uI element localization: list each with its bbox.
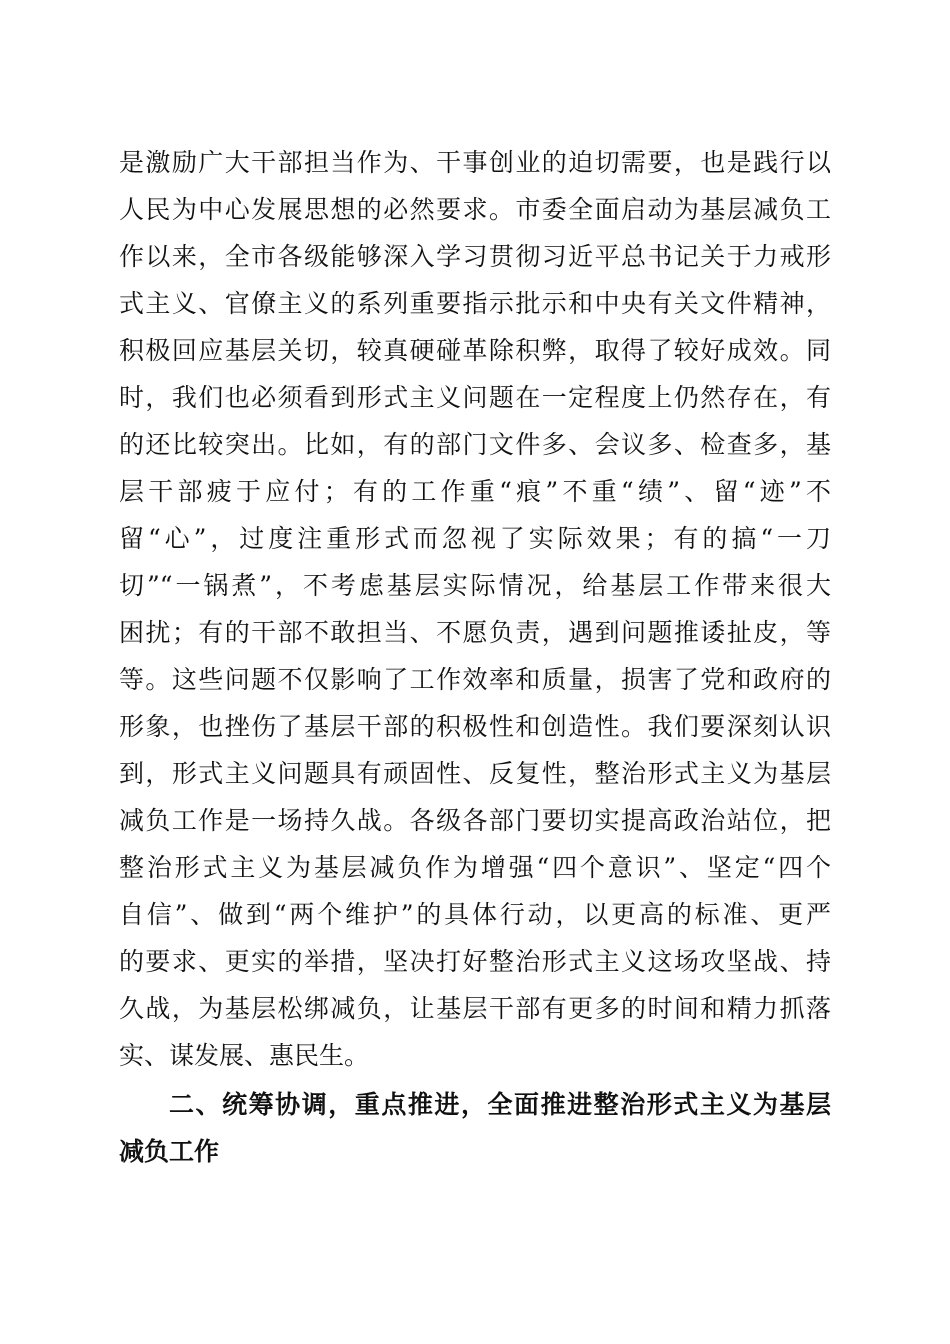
body-line: 久战，为基层松绑减负，让基层干部有更多的时间和精力抓落 xyxy=(119,994,831,1023)
body-line: 的要求、更实的举措，坚决打好整治形式主义这场攻坚战、持 xyxy=(119,947,831,976)
body-line: 切”“一锅煮”，不考虑基层实际情况，给基层工作带来很大 xyxy=(119,571,831,600)
body-line: 人民为中心发展思想的必然要求。市委全面启动为基层减负工 xyxy=(119,195,831,224)
body-line: 形象，也挫伤了基层干部的积极性和创造性。我们要深刻认识 xyxy=(119,712,831,741)
body-line: 留“心”，过度注重形式而忽视了实际效果；有的搞“一刀 xyxy=(119,524,831,553)
body-paragraph xyxy=(119,139,831,1079)
document-content xyxy=(119,139,831,1175)
body-line: 减负工作是一场持久战。各级各部门要切实提高政治站位，把 xyxy=(119,806,831,835)
body-line: 作以来，全市各级能够深入学习贯彻习近平总书记关于力戒形 xyxy=(119,242,831,271)
heading-line: 二、统筹协调，重点推进，全面推进整治形式主义为基层 xyxy=(169,1090,831,1119)
body-line: 自信”、做到“两个维护”的具体行动，以更高的标准、更严 xyxy=(119,900,831,929)
body-line: 整治形式主义为基层减负作为增强“四个意识”、坚定“四个 xyxy=(119,853,831,882)
body-line: 的还比较突出。比如，有的部门文件多、会议多、检查多，基 xyxy=(119,430,831,459)
body-line: 式主义、官僚主义的系列重要指示批示和中央有关文件精神， xyxy=(119,289,831,318)
body-line: 积极回应基层关切，较真硬碰革除积弊，取得了较好成效。同 xyxy=(119,336,831,365)
section-heading xyxy=(119,1081,831,1175)
body-line: 时，我们也必须看到形式主义问题在一定程度上仍然存在，有 xyxy=(119,383,831,412)
heading-line: 减负工作 xyxy=(119,1137,220,1166)
body-line: 困扰；有的干部不敢担当、不愿负责，遇到问题推诿扯皮，等 xyxy=(119,618,831,647)
body-line: 等。这些问题不仅影响了工作效率和质量，损害了党和政府的 xyxy=(119,665,831,694)
body-line: 是激励广大干部担当作为、干事创业的迫切需要，也是践行以 xyxy=(119,148,831,177)
body-line: 到，形式主义问题具有顽固性、反复性，整治形式主义为基层 xyxy=(119,759,831,788)
body-line: 层干部疲于应付；有的工作重“痕”不重“绩”、留“迹”不 xyxy=(119,477,831,506)
body-line: 实、谋发展、惠民生。 xyxy=(119,1041,370,1070)
